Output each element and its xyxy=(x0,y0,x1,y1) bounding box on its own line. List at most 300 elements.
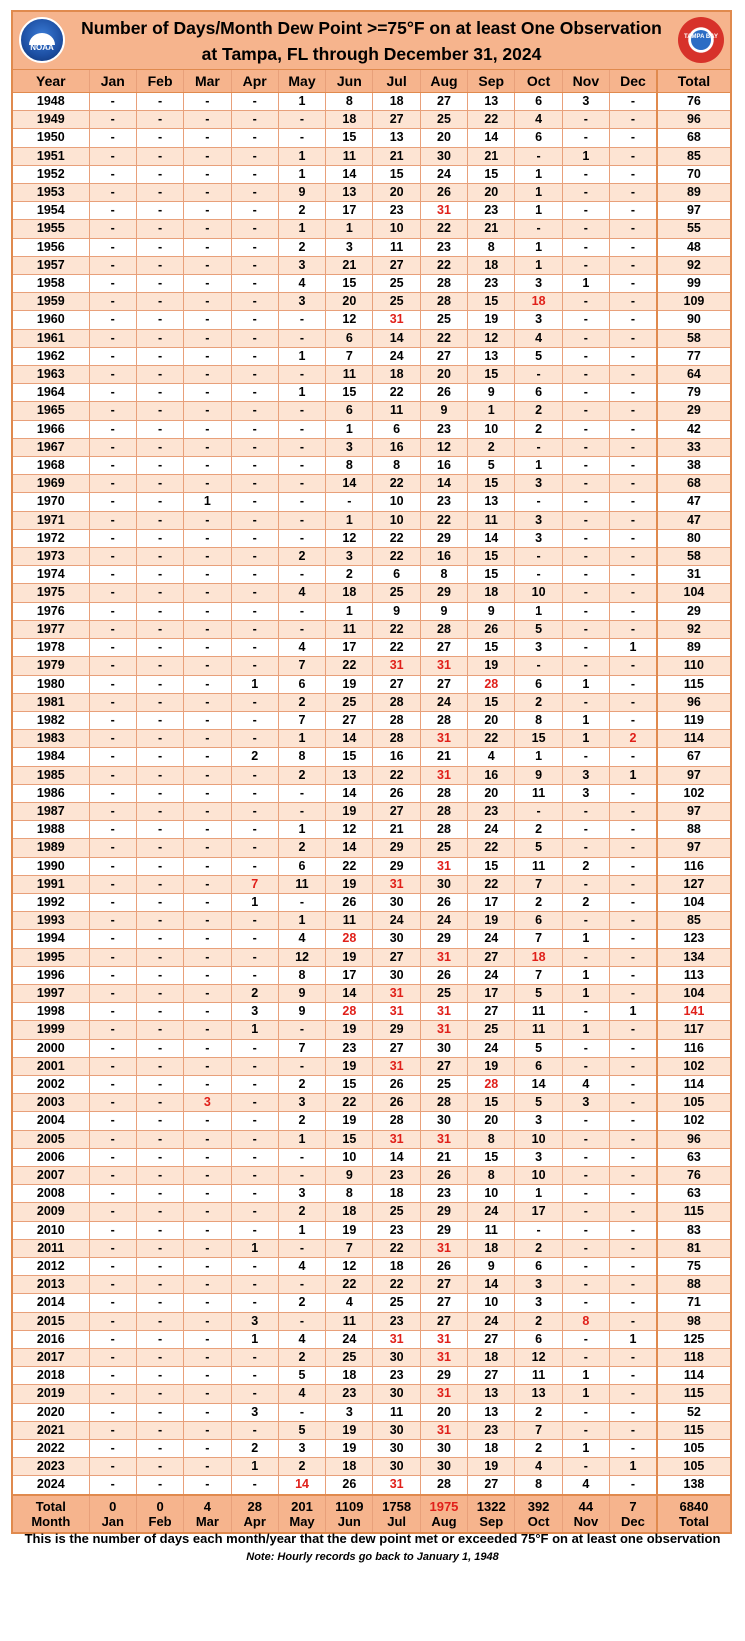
month-cell: - xyxy=(610,693,657,711)
month-cell: - xyxy=(610,1057,657,1075)
month-cell: - xyxy=(184,238,231,256)
month-cell: 6 xyxy=(515,93,562,111)
month-cell: 15 xyxy=(468,366,515,384)
table-row xyxy=(13,1330,730,1348)
year-cell: 1985 xyxy=(13,766,89,784)
month-cell: 21 xyxy=(420,748,467,766)
month-cell: 28 xyxy=(326,1003,373,1021)
month-cell: - xyxy=(278,566,325,584)
month-cell: - xyxy=(136,366,183,384)
column-header-oct: Oct xyxy=(515,70,562,93)
year-total-cell: 97 xyxy=(657,766,730,784)
table-row xyxy=(13,511,730,529)
year-cell: 2001 xyxy=(13,1057,89,1075)
month-cell: - xyxy=(562,402,609,420)
month-cell: - xyxy=(562,1403,609,1421)
month-cell: 24 xyxy=(420,693,467,711)
month-cell: 26 xyxy=(420,184,467,202)
month-cell: 2 xyxy=(610,730,657,748)
month-cell: 31 xyxy=(373,657,420,675)
month-cell: - xyxy=(136,311,183,329)
month-cell: - xyxy=(89,784,136,802)
month-cell: 4 xyxy=(278,584,325,602)
month-cell: 23 xyxy=(468,202,515,220)
month-cell: 1 xyxy=(278,384,325,402)
month-cell: 1 xyxy=(562,711,609,729)
month-cell: 25 xyxy=(326,693,373,711)
month-cell: - xyxy=(89,1185,136,1203)
month-cell: - xyxy=(89,566,136,584)
table-header xyxy=(13,12,730,70)
month-cell: 25 xyxy=(420,1075,467,1093)
month-cell: 6 xyxy=(515,1057,562,1075)
month-cell: - xyxy=(136,1094,183,1112)
month-total-cell: 4 Mar xyxy=(184,1495,231,1532)
month-cell: 6 xyxy=(373,566,420,584)
column-header-feb: Feb xyxy=(136,70,183,93)
year-cell: 1948 xyxy=(13,93,89,111)
month-cell: - xyxy=(184,347,231,365)
month-cell: 9 xyxy=(515,766,562,784)
month-cell: 25 xyxy=(373,1203,420,1221)
table-row xyxy=(13,966,730,984)
month-cell: - xyxy=(184,111,231,129)
year-total-cell: 47 xyxy=(657,493,730,511)
month-cell: 1 xyxy=(562,1440,609,1458)
month-cell: 1 xyxy=(231,1458,278,1476)
month-cell: 8 xyxy=(278,966,325,984)
month-cell: 1 xyxy=(515,165,562,183)
month-cell: 27 xyxy=(420,1312,467,1330)
month-cell: - xyxy=(610,1075,657,1093)
month-cell: 22 xyxy=(373,384,420,402)
month-cell: - xyxy=(136,1440,183,1458)
table-row xyxy=(13,1440,730,1458)
month-cell: 27 xyxy=(468,1367,515,1385)
month-cell: - xyxy=(136,930,183,948)
month-cell: - xyxy=(89,966,136,984)
month-cell: 18 xyxy=(326,1367,373,1385)
month-cell: - xyxy=(231,1421,278,1439)
column-header-sep: Sep xyxy=(468,70,515,93)
month-cell: - xyxy=(562,602,609,620)
month-cell: - xyxy=(184,693,231,711)
month-cell: - xyxy=(562,1294,609,1312)
year-total-cell: 115 xyxy=(657,1385,730,1403)
month-cell: - xyxy=(231,111,278,129)
month-cell: - xyxy=(610,802,657,820)
month-cell: 11 xyxy=(515,784,562,802)
month-cell: - xyxy=(89,1258,136,1276)
month-cell: - xyxy=(136,1185,183,1203)
year-total-cell: 89 xyxy=(657,639,730,657)
month-cell: 31 xyxy=(420,766,467,784)
month-cell: - xyxy=(278,784,325,802)
month-cell: 19 xyxy=(326,1421,373,1439)
month-cell: - xyxy=(89,930,136,948)
table-row xyxy=(13,202,730,220)
month-cell: 22 xyxy=(373,1239,420,1257)
month-cell: 18 xyxy=(515,948,562,966)
month-cell: - xyxy=(136,912,183,930)
month-cell: - xyxy=(231,711,278,729)
year-cell: 2020 xyxy=(13,1403,89,1421)
month-cell: 2 xyxy=(515,402,562,420)
month-cell: - xyxy=(231,147,278,165)
month-cell: - xyxy=(184,1203,231,1221)
month-cell: - xyxy=(515,438,562,456)
month-cell: - xyxy=(89,730,136,748)
month-cell: 15 xyxy=(468,293,515,311)
month-cell: 31 xyxy=(420,1385,467,1403)
month-cell: 1 xyxy=(515,602,562,620)
month-cell: 13 xyxy=(468,347,515,365)
year-total-cell: 105 xyxy=(657,1458,730,1476)
table-row xyxy=(13,584,730,602)
month-cell: - xyxy=(136,493,183,511)
month-cell: 18 xyxy=(326,1203,373,1221)
month-cell: - xyxy=(184,1367,231,1385)
month-cell: - xyxy=(610,548,657,566)
year-cell: 2015 xyxy=(13,1312,89,1330)
year-total-cell: 75 xyxy=(657,1258,730,1276)
table-row xyxy=(13,438,730,456)
month-cell: 11 xyxy=(515,857,562,875)
month-cell: 1 xyxy=(231,1021,278,1039)
table-row xyxy=(13,984,730,1002)
month-cell: 9 xyxy=(373,602,420,620)
month-cell: - xyxy=(136,329,183,347)
month-cell: - xyxy=(184,1021,231,1039)
month-cell: 15 xyxy=(468,566,515,584)
year-cell: 1998 xyxy=(13,1003,89,1021)
table-row xyxy=(13,129,730,147)
month-total-cell: 1322 Sep xyxy=(468,1495,515,1532)
month-cell: 1 xyxy=(515,184,562,202)
month-cell: 2 xyxy=(278,766,325,784)
month-cell: 1 xyxy=(562,984,609,1002)
month-cell: 14 xyxy=(326,730,373,748)
month-cell: 3 xyxy=(515,1294,562,1312)
month-cell: - xyxy=(184,1258,231,1276)
month-cell: - xyxy=(136,1039,183,1057)
month-cell: - xyxy=(89,639,136,657)
month-cell: - xyxy=(562,165,609,183)
month-cell: - xyxy=(89,311,136,329)
month-cell: - xyxy=(184,438,231,456)
table-row xyxy=(13,875,730,893)
month-cell: 16 xyxy=(373,748,420,766)
month-cell: 18 xyxy=(373,1258,420,1276)
month-cell: 2 xyxy=(278,1075,325,1093)
month-cell: 17 xyxy=(515,1203,562,1221)
month-cell: - xyxy=(89,602,136,620)
year-cell: 1978 xyxy=(13,639,89,657)
month-cell: 2 xyxy=(278,1349,325,1367)
month-cell: 11 xyxy=(326,366,373,384)
month-cell: - xyxy=(184,548,231,566)
month-cell: 27 xyxy=(468,1330,515,1348)
month-cell: 2 xyxy=(278,202,325,220)
month-cell: - xyxy=(89,875,136,893)
month-cell: - xyxy=(562,1112,609,1130)
month-cell: 4 xyxy=(562,1476,609,1495)
table-row xyxy=(13,1476,730,1495)
month-cell: - xyxy=(278,329,325,347)
month-cell: 1 xyxy=(326,420,373,438)
month-cell: - xyxy=(184,875,231,893)
month-cell: 22 xyxy=(373,475,420,493)
month-cell: 29 xyxy=(420,1221,467,1239)
table-row xyxy=(13,566,730,584)
month-cell: - xyxy=(136,1258,183,1276)
month-cell: 15 xyxy=(326,748,373,766)
month-cell: - xyxy=(89,438,136,456)
month-cell: 15 xyxy=(468,548,515,566)
month-cell: - xyxy=(184,529,231,547)
month-cell: 11 xyxy=(326,147,373,165)
month-cell: - xyxy=(89,802,136,820)
month-cell: 13 xyxy=(515,1385,562,1403)
month-cell: 15 xyxy=(326,1130,373,1148)
month-cell: - xyxy=(562,948,609,966)
month-cell: 31 xyxy=(373,311,420,329)
table-row xyxy=(13,602,730,620)
table-row xyxy=(13,857,730,875)
month-cell: - xyxy=(278,529,325,547)
month-cell: 21 xyxy=(373,821,420,839)
month-cell: - xyxy=(89,984,136,1002)
year-total-cell: 141 xyxy=(657,1003,730,1021)
month-cell: - xyxy=(610,493,657,511)
month-cell: - xyxy=(231,475,278,493)
month-cell: 1 xyxy=(515,1185,562,1203)
month-cell: 5 xyxy=(515,839,562,857)
month-cell: - xyxy=(231,511,278,529)
month-cell: - xyxy=(278,1148,325,1166)
month-cell: - xyxy=(278,493,325,511)
month-cell: 1 xyxy=(515,748,562,766)
year-total-cell: 104 xyxy=(657,584,730,602)
month-cell: 22 xyxy=(468,730,515,748)
month-cell: 6 xyxy=(278,857,325,875)
month-cell: - xyxy=(562,1166,609,1184)
table-row xyxy=(13,657,730,675)
month-cell: - xyxy=(136,566,183,584)
month-cell: 18 xyxy=(326,111,373,129)
month-cell: - xyxy=(184,620,231,638)
month-cell: - xyxy=(231,693,278,711)
month-cell: 3 xyxy=(278,1440,325,1458)
month-cell: 31 xyxy=(420,730,467,748)
month-cell: 24 xyxy=(468,1203,515,1221)
month-cell: - xyxy=(562,839,609,857)
table-row xyxy=(13,1276,730,1294)
year-total-cell: 116 xyxy=(657,1039,730,1057)
table-row xyxy=(13,1021,730,1039)
year-total-cell: 92 xyxy=(657,620,730,638)
month-cell: - xyxy=(610,620,657,638)
month-cell: 6 xyxy=(326,402,373,420)
month-cell: 2 xyxy=(515,1403,562,1421)
month-cell: - xyxy=(231,238,278,256)
month-cell: - xyxy=(562,329,609,347)
table-row xyxy=(13,475,730,493)
month-cell: - xyxy=(184,1294,231,1312)
month-cell: 25 xyxy=(420,839,467,857)
month-cell: - xyxy=(184,420,231,438)
month-cell: 13 xyxy=(468,1385,515,1403)
month-cell: 1 xyxy=(278,1130,325,1148)
month-cell: 27 xyxy=(468,1003,515,1021)
month-cell: - xyxy=(610,1166,657,1184)
table-title-line1: Number of Days/Month Dew Point >=75°F on at least One Observation xyxy=(81,18,662,38)
month-cell: 18 xyxy=(326,1458,373,1476)
table-row xyxy=(13,493,730,511)
month-cell: 18 xyxy=(468,1239,515,1257)
month-cell: - xyxy=(89,1221,136,1239)
month-cell: 30 xyxy=(420,1458,467,1476)
month-cell: 3 xyxy=(515,511,562,529)
month-cell: 3 xyxy=(562,1094,609,1112)
month-cell: 1 xyxy=(562,1385,609,1403)
month-cell: 16 xyxy=(420,548,467,566)
month-cell: - xyxy=(184,1185,231,1203)
year-cell: 1974 xyxy=(13,566,89,584)
month-cell: 1 xyxy=(326,511,373,529)
month-cell: 22 xyxy=(373,766,420,784)
month-cell: - xyxy=(562,1239,609,1257)
year-cell: 1966 xyxy=(13,420,89,438)
column-header-dec: Dec xyxy=(610,70,657,93)
month-cell: - xyxy=(184,984,231,1002)
month-cell: - xyxy=(515,566,562,584)
year-cell: 2017 xyxy=(13,1349,89,1367)
table-row xyxy=(13,1130,730,1148)
month-cell: 25 xyxy=(420,111,467,129)
month-cell: - xyxy=(231,857,278,875)
month-cell: 24 xyxy=(373,912,420,930)
month-cell: - xyxy=(184,384,231,402)
month-cell: - xyxy=(231,839,278,857)
month-cell: 27 xyxy=(420,1057,467,1075)
month-cell: - xyxy=(184,1221,231,1239)
month-cell: - xyxy=(610,366,657,384)
month-cell: - xyxy=(184,220,231,238)
month-cell: 6 xyxy=(515,384,562,402)
month-cell: - xyxy=(278,402,325,420)
table-row xyxy=(13,1294,730,1312)
month-cell: 29 xyxy=(420,584,467,602)
month-cell: - xyxy=(562,1221,609,1239)
year-cell: 1975 xyxy=(13,584,89,602)
year-cell: 2019 xyxy=(13,1385,89,1403)
month-cell: - xyxy=(89,766,136,784)
table-row xyxy=(13,784,730,802)
month-cell: 1 xyxy=(278,821,325,839)
month-cell: 15 xyxy=(468,475,515,493)
month-cell: - xyxy=(231,821,278,839)
month-cell: 29 xyxy=(373,839,420,857)
table-row xyxy=(13,766,730,784)
month-cell: 1 xyxy=(562,1021,609,1039)
month-cell: 31 xyxy=(420,1330,467,1348)
month-cell: - xyxy=(231,584,278,602)
month-cell: - xyxy=(89,1166,136,1184)
month-cell: 20 xyxy=(420,366,467,384)
month-cell: 8 xyxy=(562,1312,609,1330)
month-cell: 31 xyxy=(420,1003,467,1021)
month-cell: 4 xyxy=(515,111,562,129)
month-cell: - xyxy=(89,1476,136,1495)
month-cell: 27 xyxy=(373,111,420,129)
month-cell: - xyxy=(562,912,609,930)
month-cell: - xyxy=(231,275,278,293)
table-row xyxy=(13,912,730,930)
footnote-main: This is the number of days each month/year that the dew point met or exceeded 75°F on at least one observation xyxy=(24,1531,721,1546)
year-cell: 1971 xyxy=(13,511,89,529)
month-cell: 18 xyxy=(468,584,515,602)
month-cell: - xyxy=(515,147,562,165)
month-cell: - xyxy=(562,202,609,220)
month-cell: - xyxy=(231,766,278,784)
month-cell: 13 xyxy=(326,766,373,784)
month-cell: 1 xyxy=(610,1330,657,1348)
month-cell: 17 xyxy=(326,202,373,220)
month-cell: 1 xyxy=(278,147,325,165)
month-cell: 2 xyxy=(515,1440,562,1458)
month-cell: 20 xyxy=(326,293,373,311)
month-cell: - xyxy=(184,1403,231,1421)
month-cell: - xyxy=(231,1221,278,1239)
month-cell: 22 xyxy=(468,111,515,129)
year-cell: 1968 xyxy=(13,457,89,475)
month-cell: - xyxy=(562,457,609,475)
year-total-cell: 114 xyxy=(657,1075,730,1093)
month-cell: - xyxy=(89,147,136,165)
month-cell: 30 xyxy=(373,1349,420,1367)
month-total-cell: 1975 Aug xyxy=(420,1495,467,1532)
month-cell: 19 xyxy=(468,311,515,329)
month-cell: - xyxy=(136,1130,183,1148)
month-cell: 11 xyxy=(373,1403,420,1421)
month-cell: - xyxy=(89,1294,136,1312)
year-total-cell: 138 xyxy=(657,1476,730,1495)
month-cell: 1 xyxy=(610,1458,657,1476)
month-cell: - xyxy=(89,620,136,638)
month-cell: - xyxy=(562,1421,609,1439)
year-cell: 2008 xyxy=(13,1185,89,1203)
month-cell: - xyxy=(184,1421,231,1439)
year-total-cell: 76 xyxy=(657,93,730,111)
year-cell: 2012 xyxy=(13,1258,89,1276)
year-cell: 1992 xyxy=(13,893,89,911)
month-cell: 23 xyxy=(420,420,467,438)
month-cell: - xyxy=(136,1330,183,1348)
month-cell: - xyxy=(89,1039,136,1057)
month-cell: 2 xyxy=(515,420,562,438)
month-cell: - xyxy=(136,784,183,802)
month-cell: - xyxy=(562,238,609,256)
month-cell: 2 xyxy=(278,548,325,566)
month-cell: - xyxy=(231,1203,278,1221)
dewpoint-data-table xyxy=(13,70,730,1532)
month-cell: 9 xyxy=(420,402,467,420)
month-cell: - xyxy=(562,1003,609,1021)
month-cell: 11 xyxy=(468,511,515,529)
month-cell: 7 xyxy=(515,875,562,893)
month-cell: 26 xyxy=(373,1094,420,1112)
